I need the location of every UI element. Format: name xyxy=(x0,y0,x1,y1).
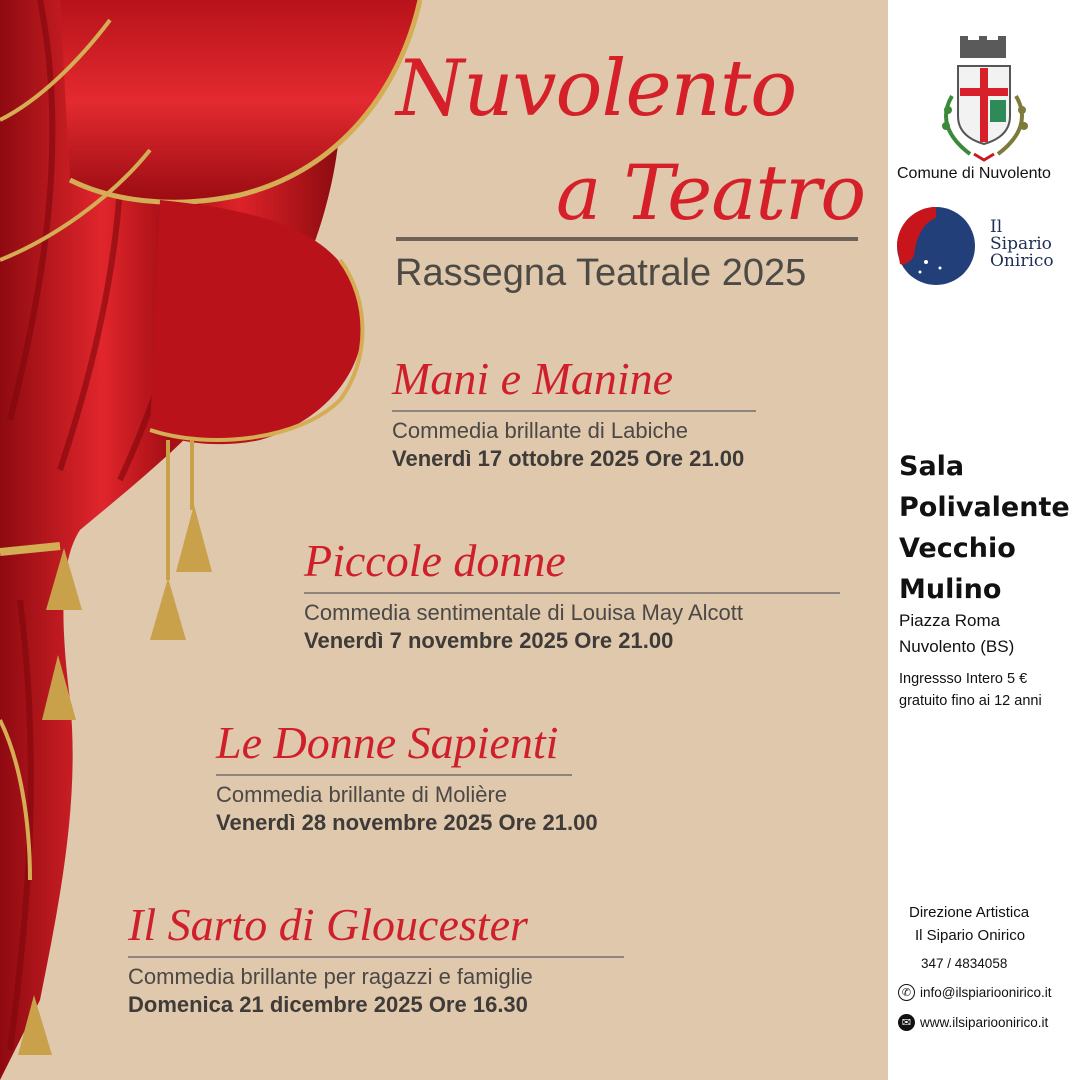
main-title-line1: Nuvolento xyxy=(396,44,797,134)
venue-address-city: Nuvolento (BS) xyxy=(899,637,1015,656)
main-title-line2: a Teatro xyxy=(556,148,866,237)
show-item xyxy=(392,353,756,472)
venue-line: Sala xyxy=(899,451,965,482)
show-date: Venerdì 28 novembre 2025 Ore 21.00 xyxy=(216,810,598,835)
comune-crest-logo xyxy=(930,36,1040,164)
show-item xyxy=(216,717,598,836)
website-contact[interactable] xyxy=(898,1014,1048,1031)
mail-icon: ✉ xyxy=(898,1014,915,1031)
email-contact[interactable] xyxy=(898,984,1052,1001)
show-description: Commedia sentimentale di Louisa May Alcott xyxy=(304,600,743,625)
venue-line: Vecchio xyxy=(899,533,1016,564)
show-item xyxy=(128,899,624,1018)
sipario-name-line: Sipario xyxy=(990,234,1052,254)
ticket-price-note: gratuito fino ai 12 anni xyxy=(899,693,1042,709)
phone-number: 347 / 4834058 xyxy=(921,956,1008,971)
show-item xyxy=(304,535,840,654)
show-date: Venerdì 17 ottobre 2025 Ore 21.00 xyxy=(392,446,745,471)
show-date: Domenica 21 dicembre 2025 Ore 16.30 xyxy=(128,992,528,1017)
show-title: Mani e Manine xyxy=(392,353,674,404)
sipario-name-line: Il xyxy=(990,217,1003,237)
phone-icon: ✆ xyxy=(898,984,915,1001)
show-title: Le Donne Sapienti xyxy=(216,717,559,768)
venue-name xyxy=(899,446,1070,610)
sipario-name-line: Onirico xyxy=(990,251,1054,271)
venue-line: Polivalente xyxy=(899,492,1070,523)
show-description: Commedia brillante di Molière xyxy=(216,782,508,807)
venue-line: Mulino xyxy=(899,574,1002,605)
show-divider xyxy=(304,592,840,594)
ticket-price: Ingressso Intero 5 € xyxy=(899,671,1028,687)
email-text[interactable]: info@ilspiarioonirico.it xyxy=(920,985,1052,1000)
sipario-onirico-logo xyxy=(896,206,976,286)
comune-label: Comune di Nuvolento xyxy=(897,165,1051,182)
show-description: Commedia brillante di Labiche xyxy=(392,418,688,443)
show-divider xyxy=(392,410,756,412)
website-text[interactable]: www.ilsiparioonirico.it xyxy=(920,1015,1049,1030)
show-description: Commedia brillante per ragazzi e famiglie xyxy=(128,964,533,989)
artistic-direction-label: Direzione Artistica xyxy=(909,904,1030,921)
sipario-onirico-name xyxy=(990,219,1080,270)
show-divider xyxy=(216,774,572,776)
venue-address-street: Piazza Roma xyxy=(899,611,1001,630)
title-divider xyxy=(396,237,858,241)
show-title: Piccole donne xyxy=(304,535,566,586)
show-date: Venerdì 7 novembre 2025 Ore 21.00 xyxy=(304,628,674,653)
show-divider xyxy=(128,956,624,958)
show-title: Il Sarto di Gloucester xyxy=(128,899,528,950)
subtitle: Rassegna Teatrale 2025 xyxy=(395,252,807,294)
artistic-direction-name: Il Sipario Onirico xyxy=(915,927,1026,944)
